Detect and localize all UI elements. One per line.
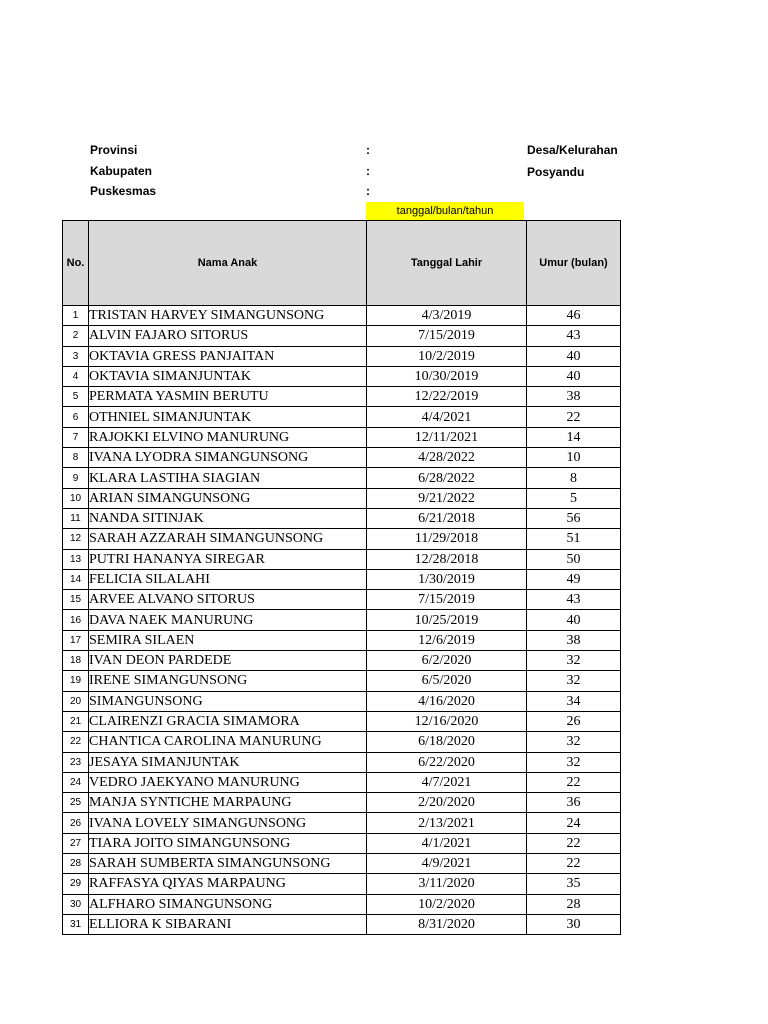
table-row <box>63 468 621 488</box>
age-months: 22 <box>527 772 621 792</box>
label-puskesmas: Puskesmas <box>90 184 157 198</box>
birth-date: 4/7/2021 <box>367 772 527 792</box>
column-header-no: No. <box>63 221 89 306</box>
birth-date: 2/20/2020 <box>367 793 527 813</box>
age-months: 8 <box>527 468 621 488</box>
row-number: 30 <box>63 894 89 914</box>
child-name: MANJA SYNTICHE MARPAUNG <box>89 793 367 813</box>
row-number: 13 <box>63 549 89 569</box>
row-number: 21 <box>63 711 89 731</box>
row-number: 27 <box>63 833 89 853</box>
table-row <box>63 874 621 894</box>
row-number: 12 <box>63 529 89 549</box>
age-months: 32 <box>527 671 621 691</box>
birth-date: 10/2/2019 <box>367 346 527 366</box>
age-months: 22 <box>527 833 621 853</box>
table-row <box>63 529 621 549</box>
table-row <box>63 508 621 528</box>
row-number: 20 <box>63 691 89 711</box>
row-number: 2 <box>63 326 89 346</box>
row-number: 19 <box>63 671 89 691</box>
table-row <box>63 630 621 650</box>
age-months: 10 <box>527 448 621 468</box>
birth-date: 3/11/2020 <box>367 874 527 894</box>
child-name: NANDA SITINJAK <box>89 508 367 528</box>
age-months: 38 <box>527 630 621 650</box>
birth-date: 4/16/2020 <box>367 691 527 711</box>
birth-date: 2/13/2021 <box>367 813 527 833</box>
table-row <box>63 833 621 853</box>
row-number: 8 <box>63 448 89 468</box>
row-number: 5 <box>63 387 89 407</box>
child-name: JESAYA SIMANJUNTAK <box>89 752 367 772</box>
child-name: KLARA LASTIHA SIAGIAN <box>89 468 367 488</box>
table-row <box>63 306 621 326</box>
row-number: 6 <box>63 407 89 427</box>
row-number: 16 <box>63 610 89 630</box>
child-name: ALFHARO SIMANGUNSONG <box>89 894 367 914</box>
table-row <box>63 549 621 569</box>
birth-date: 12/28/2018 <box>367 549 527 569</box>
row-number: 14 <box>63 569 89 589</box>
child-name: FELICIA SILALAHI <box>89 569 367 589</box>
table-row <box>63 752 621 772</box>
child-name: CLAIRENZI GRACIA SIMAMORA <box>89 711 367 731</box>
table-row <box>63 732 621 752</box>
child-name: OKTAVIA GRESS PANJAITAN <box>89 346 367 366</box>
form-field-colons <box>366 140 370 202</box>
age-months: 40 <box>527 346 621 366</box>
birth-date: 4/3/2019 <box>367 306 527 326</box>
table-row <box>63 326 621 346</box>
child-name: RAJOKKI ELVINO MANURUNG <box>89 427 367 447</box>
table-row <box>63 854 621 874</box>
row-number: 10 <box>63 488 89 508</box>
birth-date: 10/25/2019 <box>367 610 527 630</box>
birth-date: 12/22/2019 <box>367 387 527 407</box>
table-row <box>63 711 621 731</box>
age-months: 32 <box>527 651 621 671</box>
child-name: ELLIORA K SIBARANI <box>89 914 367 934</box>
birth-date: 4/28/2022 <box>367 448 527 468</box>
child-name: RAFFASYA QIYAS MARPAUNG <box>89 874 367 894</box>
age-months: 49 <box>527 569 621 589</box>
row-number: 3 <box>63 346 89 366</box>
row-number: 15 <box>63 590 89 610</box>
table-row <box>63 793 621 813</box>
child-name: SEMIRA SILAEN <box>89 630 367 650</box>
birth-date: 1/30/2019 <box>367 569 527 589</box>
age-months: 22 <box>527 407 621 427</box>
row-number: 28 <box>63 854 89 874</box>
row-number: 7 <box>63 427 89 447</box>
table-header-row <box>63 221 621 306</box>
child-name: SARAH AZZARAH SIMANGUNSONG <box>89 529 367 549</box>
child-name: OTHNIEL SIMANJUNTAK <box>89 407 367 427</box>
row-number: 1 <box>63 306 89 326</box>
child-name: DAVA NAEK MANURUNG <box>89 610 367 630</box>
date-format-note: tanggal/bulan/tahun <box>366 202 524 220</box>
row-number: 24 <box>63 772 89 792</box>
birth-date: 10/2/2020 <box>367 894 527 914</box>
row-number: 17 <box>63 630 89 650</box>
label-desa-kelurahan: Desa/Kelurahan <box>527 143 618 157</box>
child-name: PERMATA YASMIN BERUTU <box>89 387 367 407</box>
child-name: SIMANGUNSONG <box>89 691 367 711</box>
age-months: 22 <box>527 854 621 874</box>
age-months: 35 <box>527 874 621 894</box>
table-row <box>63 671 621 691</box>
table-body <box>63 306 621 935</box>
age-months: 30 <box>527 914 621 934</box>
table-row <box>63 448 621 468</box>
birth-date: 11/29/2018 <box>367 529 527 549</box>
birth-date: 12/16/2020 <box>367 711 527 731</box>
birth-date: 4/1/2021 <box>367 833 527 853</box>
table-row <box>63 772 621 792</box>
birth-date: 9/21/2022 <box>367 488 527 508</box>
age-months: 34 <box>527 691 621 711</box>
row-number: 23 <box>63 752 89 772</box>
child-name: ALVIN FAJARO SITORUS <box>89 326 367 346</box>
birth-date: 6/22/2020 <box>367 752 527 772</box>
row-number: 26 <box>63 813 89 833</box>
age-months: 51 <box>527 529 621 549</box>
table-row <box>63 914 621 934</box>
child-name: ARIAN SIMANGUNSONG <box>89 488 367 508</box>
row-number: 18 <box>63 651 89 671</box>
birth-date: 6/18/2020 <box>367 732 527 752</box>
table-row <box>63 610 621 630</box>
age-months: 43 <box>527 590 621 610</box>
table-row <box>63 691 621 711</box>
colon-kabupaten: : <box>366 163 370 178</box>
table-row <box>63 894 621 914</box>
child-name: IVANA LOVELY SIMANGUNSONG <box>89 813 367 833</box>
birth-date: 8/31/2020 <box>367 914 527 934</box>
age-months: 24 <box>527 813 621 833</box>
table-row <box>63 407 621 427</box>
label-kabupaten: Kabupaten <box>90 163 153 178</box>
table-row <box>63 488 621 508</box>
table-row <box>63 387 621 407</box>
row-number: 22 <box>63 732 89 752</box>
form-field-labels-right <box>527 140 768 183</box>
row-number: 9 <box>63 468 89 488</box>
child-name: ARVEE ALVANO SITORUS <box>89 590 367 610</box>
table-row <box>63 427 621 447</box>
child-name: PUTRI HANANYA SIREGAR <box>89 549 367 569</box>
row-number: 11 <box>63 508 89 528</box>
age-months: 40 <box>527 366 621 386</box>
form-field-labels <box>90 140 156 202</box>
birth-date: 4/9/2021 <box>367 854 527 874</box>
age-months: 56 <box>527 508 621 528</box>
age-months: 36 <box>527 793 621 813</box>
column-header-dob: Tanggal Lahir <box>367 221 527 306</box>
age-months: 26 <box>527 711 621 731</box>
child-name: VEDRO JAEKYANO MANURUNG <box>89 772 367 792</box>
age-months: 5 <box>527 488 621 508</box>
age-months: 28 <box>527 894 621 914</box>
child-name: IRENE SIMANGUNSONG <box>89 671 367 691</box>
colon-puskesmas: : <box>366 184 370 198</box>
birth-date: 6/2/2020 <box>367 651 527 671</box>
birth-date: 12/6/2019 <box>367 630 527 650</box>
children-table <box>62 220 621 935</box>
column-header-age: Umur (bulan) <box>527 221 621 306</box>
child-name: CHANTICA CAROLINA MANURUNG <box>89 732 367 752</box>
label-provinsi: Provinsi <box>90 143 138 157</box>
child-name: IVAN DEON PARDEDE <box>89 651 367 671</box>
birth-date: 6/21/2018 <box>367 508 527 528</box>
row-number: 31 <box>63 914 89 934</box>
birth-date: 7/15/2019 <box>367 326 527 346</box>
row-number: 29 <box>63 874 89 894</box>
column-header-name: Nama Anak <box>89 221 367 306</box>
child-name: TRISTAN HARVEY SIMANGUNSONG <box>89 306 367 326</box>
table-row <box>63 590 621 610</box>
child-name: SARAH SUMBERTA SIMANGUNSONG <box>89 854 367 874</box>
birth-date: 10/30/2019 <box>367 366 527 386</box>
age-months: 14 <box>527 427 621 447</box>
age-months: 40 <box>527 610 621 630</box>
birth-date: 6/28/2022 <box>367 468 527 488</box>
birth-date: 6/5/2020 <box>367 671 527 691</box>
age-months: 43 <box>527 326 621 346</box>
child-name: IVANA LYODRA SIMANGUNSONG <box>89 448 367 468</box>
birth-date: 7/15/2019 <box>367 590 527 610</box>
table-row <box>63 813 621 833</box>
age-months: 32 <box>527 732 621 752</box>
birth-date: 4/4/2021 <box>367 407 527 427</box>
age-months: 38 <box>527 387 621 407</box>
table-row <box>63 346 621 366</box>
age-months: 50 <box>527 549 621 569</box>
table-row <box>63 651 621 671</box>
row-number: 25 <box>63 793 89 813</box>
birth-date: 12/11/2021 <box>367 427 527 447</box>
label-posyandu: Posyandu <box>527 164 585 179</box>
table-row <box>63 366 621 386</box>
age-months: 46 <box>527 306 621 326</box>
child-name: OKTAVIA SIMANJUNTAK <box>89 366 367 386</box>
row-number: 4 <box>63 366 89 386</box>
child-name: TIARA JOITO SIMANGUNSONG <box>89 833 367 853</box>
colon-provinsi: : <box>366 143 370 157</box>
age-months: 32 <box>527 752 621 772</box>
table-row <box>63 569 621 589</box>
